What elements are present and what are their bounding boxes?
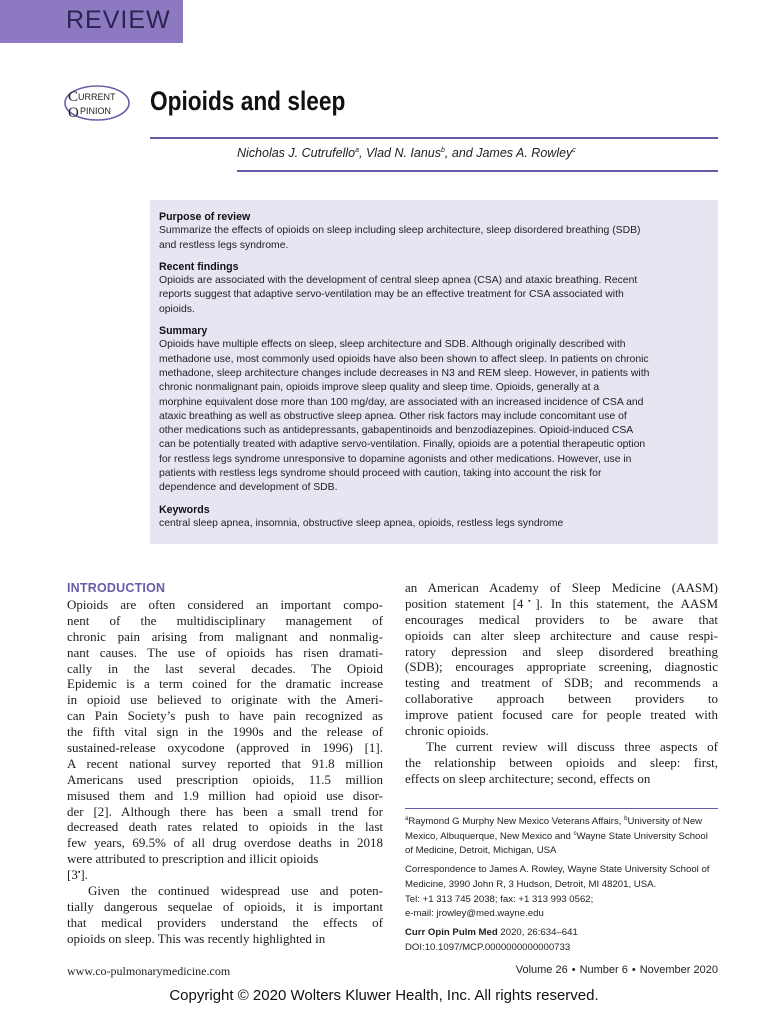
body-column-right (405, 580, 718, 787)
text-line: other medications such as antidepressants, gabapentinoids and benzodiazepines. Opioid-induced CSA (159, 425, 634, 437)
text-line: patients with restless legs syndrome should proceed with caution, taking into account the risk for (159, 468, 602, 480)
text-line: opioids can alter sleep architecture and cause respi- (405, 627, 718, 643)
author-list: Nicholas J. Cutrufello$^a$, Vlad N. Ianus$^b$, and James A. Rowley$^c$ (237, 146, 576, 160)
journal-url: www.co-pulmonarymedicine.com (67, 964, 231, 978)
text-line: in opioid use believed to originate with the Ameri- (67, 692, 383, 708)
footnote-rule (405, 808, 718, 809)
svg-text:C: C (68, 89, 79, 105)
text-line: A recent national survey reported that 91.8 million (67, 755, 383, 771)
text-line: tially dangerous sequelae of opioids, it is important (67, 898, 383, 914)
doi: DOI:10.1097/MCP.0000000000000733 (405, 941, 571, 953)
text-line: Given the continued widespread use and poten- (88, 883, 383, 899)
text-line: Opioids are often considered an important compo- (67, 597, 383, 612)
text-line: decreased death rates related to opioids in the last (67, 819, 383, 835)
issue-number: Number 6 (579, 964, 628, 976)
text-line: chronic nonmalignant pain, opioids improve sleep quality and sleep time. Opioids, generally at a (159, 382, 600, 394)
section-tab (0, 0, 183, 43)
footnotes (405, 815, 721, 955)
text-line: der [2]. Although there has been a small trend for (67, 803, 383, 819)
intro-paragraph-1 (67, 597, 383, 867)
text-line: Medicine, 3990 John R, 3 Hudson, Detroit, MI 48201, USA. (405, 878, 657, 890)
text-line: methadone, sleep architecture changes include decreases in N3 and REM sleep. However, in patients with (159, 367, 650, 379)
affiliation-line-1: $^a$Raymond G Murphy New Mexico Veterans Affairs, $^b$University of New (405, 816, 703, 827)
summary-heading: Summary (159, 325, 208, 338)
text-line: ataxic breathing as well as obstructive sleep apnea. Other risk factors may include concomitant use of (159, 410, 627, 422)
body-column-left (67, 580, 383, 947)
text-line: and restless legs syndrome. (159, 239, 289, 251)
text-line: misused them and 1.9 million had opioid use disor- (67, 787, 383, 803)
text-line: improve patient focused care for people treated with (405, 707, 718, 723)
journal-citation: Curr Opin Pulm Med 2020, 26:634–641 (405, 926, 578, 938)
findings-section (159, 260, 710, 317)
author-affiliation-mark: b (441, 147, 445, 154)
article-title: Opioids and sleep (150, 86, 346, 116)
correspondence (405, 863, 721, 922)
text-line: testing and treatment of SDB; and recommends a (405, 675, 718, 691)
text-line: opioids. (159, 303, 195, 315)
volume: Volume 26 (515, 964, 568, 976)
intro-paragraph-2 (67, 883, 383, 947)
author-name: James A. Rowley (476, 146, 573, 160)
text-line: sustained-release oxycodone (approved in 1996) [1]. (67, 740, 383, 756)
text-line: morphine equivalent dose more than 100 mg/day, are associated with an increased incidence of CSA and (159, 396, 644, 408)
keywords-text: central sleep apnea, insomnia, obstructive sleep apnea, opioids, restless legs syndrome (159, 517, 564, 529)
text-line: e-mail: jrowley@med.wayne.edu (405, 908, 544, 920)
citation-line-right: position statement [4▪]. In this statement, the AASM (405, 595, 719, 611)
author-name: Nicholas J. Cutrufello (237, 146, 356, 160)
author-affiliation-mark: c (572, 147, 576, 154)
text-line: the fifth vital sign in the 1990s and the release of (67, 724, 383, 740)
text-line: effects on sleep architecture; second, effects on (405, 770, 651, 786)
text-line: for restless legs syndrome unresponsive to dopamine agonists and other medications. However, use in (159, 453, 632, 465)
introduction-heading: INTRODUCTION (67, 581, 166, 595)
findings-text (159, 274, 710, 317)
affiliation-line-3: of Medicine, Detroit, Michigan, USA (405, 845, 557, 857)
text-line: opioids on sleep. This was recently highlighted in (67, 930, 326, 946)
current-opinion-logo (63, 84, 131, 122)
purpose-text (159, 224, 710, 253)
text-line: ratory depression and sleep disordered breathing (405, 643, 718, 659)
text-line: (SDB); encourages appropriate screening, diagnostic (405, 659, 718, 675)
right-line-1: an American Academy of Sleep Medicine (AASM) (405, 580, 718, 595)
intro-paragraph-right (405, 612, 718, 739)
text-line: reports suggest that adaptive servo-ventilation may be an effective treatment for CSA associated with (159, 289, 624, 301)
issue-info: Volume 26 • Number 6 • November 2020 (515, 964, 718, 976)
text-line: Correspondence to James A. Rowley, Wayne State University School of (405, 864, 710, 876)
text-line: Americans used prescription opioids, 11.5 million (67, 771, 383, 787)
text-line: dependence and development of SDB. (159, 482, 338, 494)
summary-text (159, 338, 710, 495)
text-line: that medical providers understand the effects of (67, 914, 383, 930)
affiliation-line-2: Mexico, Albuquerque, New Mexico and $^c$Wayne State University School (405, 830, 708, 842)
summary-section (159, 324, 710, 496)
text-line: nent of the multidisciplinary management of (67, 612, 383, 628)
keywords-section (159, 503, 710, 532)
logo-line1: URRENT (78, 92, 116, 102)
text-line: the relationship between opioids and sleep: first, (405, 754, 718, 770)
text-line: Epidemic is a term coined for the dramatic increase (67, 676, 383, 692)
issue-date: November 2020 (639, 964, 718, 976)
citation-line: [3▪]. (67, 867, 88, 883)
text-line: nant causes. The use of opioids has risen dramati- (67, 644, 383, 660)
purpose-section (159, 210, 710, 253)
text-line: Tel: +1 313 745 2038; fax: +1 313 993 0562; (405, 893, 594, 905)
abstract-box (150, 200, 718, 544)
text-line: Opioids are associated with the development of central sleep apnea (CSA) and ataxic breathing. Recent (159, 275, 638, 287)
text-line: methadone use, most commonly used opioids have also been shown to affect sleep. In patients on chronic (159, 353, 649, 365)
text-line: chronic opioids. (405, 723, 489, 739)
intro-paragraph-right-2 (405, 739, 718, 787)
authors-rule (237, 170, 718, 172)
keywords-heading: Keywords (159, 503, 210, 516)
text-line: The current review will discuss three aspects of (426, 738, 718, 754)
text-line: few years, 69.5% of all drug overdose deaths in 2018 (67, 835, 383, 851)
section-label: REVIEW (66, 6, 171, 34)
logo-line2: PINION (80, 106, 112, 116)
svg-text:O: O (68, 105, 79, 121)
copyright-notice: Copyright © 2020 Wolters Kluwer Health, Inc. All rights reserved. (169, 987, 599, 1004)
text-line: encourages medical providers to be aware that (405, 611, 718, 627)
text-line: chronic pain arising from malignant and nonmalig- (67, 628, 383, 644)
text-line: were attributed to prescription and illicit opioids (67, 851, 319, 867)
text-line: can be potentially treated with adaptive servo-ventilation. Finally, opioids are a potential therapeutic option (159, 439, 646, 451)
author-name: Vlad N. Ianus (365, 146, 442, 160)
author-affiliation-mark: a (355, 147, 360, 154)
findings-heading: Recent findings (159, 260, 239, 273)
text-line: cally in the last several decades. The Opioid (67, 660, 383, 676)
title-rule (150, 137, 718, 139)
text-line: can Pain Society’s push to have pain recognized as (67, 708, 383, 724)
purpose-heading: Purpose of review (159, 211, 251, 223)
text-line: collaborative approach between providers to (405, 691, 718, 707)
text-line: Opioids have multiple effects on sleep, sleep architecture and SDB. Although originally described with (159, 339, 626, 351)
text-line: Summarize the effects of opioids on sleep including sleep architecture, sleep disordered breathing (SDB) (159, 225, 641, 237)
